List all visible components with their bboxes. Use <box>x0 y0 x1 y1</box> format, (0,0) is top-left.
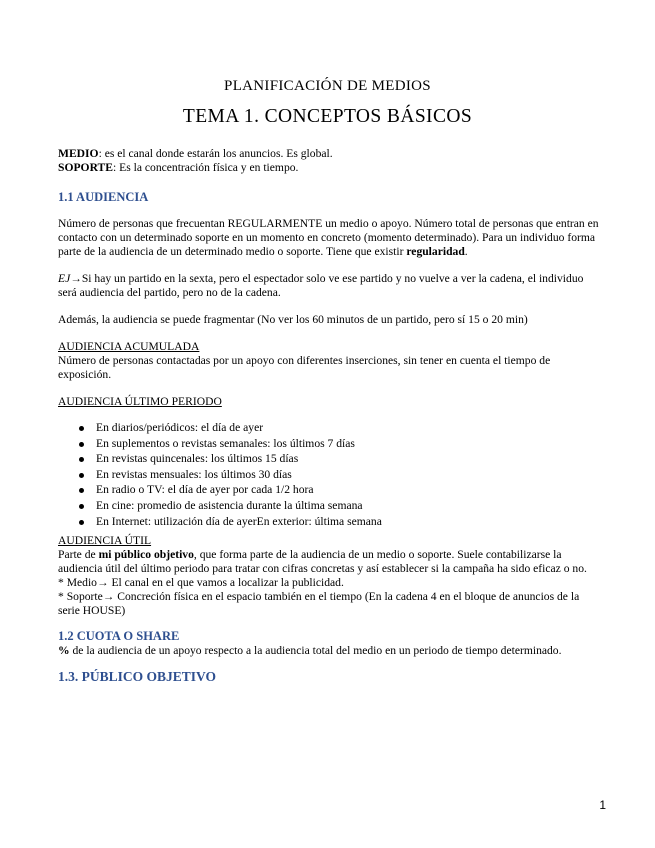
ultimo-periodo-list <box>58 421 603 530</box>
definition-medio <box>58 147 603 161</box>
definitions-block <box>58 147 603 175</box>
example-text: Si hay un partido en la sexta, pero el espectador solo ve ese partido y no vuelve a ver la cadena, el individuo será audiencia del partido, pero no de la cadena. <box>58 272 584 299</box>
audiencia-util-text: Parte de <box>58 548 99 561</box>
audiencia-util-paragraph <box>58 548 603 576</box>
note-medio: * Medio→ El canal en el que vamos a localizar la publicidad. <box>58 576 344 589</box>
example-label: EJ <box>58 272 71 285</box>
audiencia-paragraph-end: . <box>464 245 468 258</box>
document-subtitle: TEMA 1. CONCEPTOS BÁSICOS <box>182 106 473 127</box>
audiencia-acumulada-text: Número de personas contactadas por un apoyo con diferentes inserciones, sin tener en cuenta el tiempo de exposición. <box>58 354 551 381</box>
audiencia-example <box>58 272 603 300</box>
heading-audiencia: 1.1 AUDIENCIA <box>58 190 149 204</box>
definition-medio-text: : es el canal donde estarán los anuncios. Es global. <box>98 147 333 160</box>
percent-symbol: % <box>58 644 70 657</box>
cuota-paragraph <box>58 644 603 658</box>
audiencia-paragraph <box>58 217 603 259</box>
definition-soporte-text: : Es la concentración física y en tiempo. <box>113 161 299 174</box>
list-item: En cine: promedio de asistencia durante la última semana <box>58 499 603 515</box>
audiencia-paragraph-bold: regularidad <box>406 245 465 258</box>
heading-audiencia-ultimo-periodo: AUDIENCIA ÚLTIMO PERIODO <box>58 395 222 408</box>
audiencia-util-bold: mi público objetivo <box>98 548 194 561</box>
definition-soporte <box>58 161 603 175</box>
list-item: En radio o TV: el día de ayer por cada 1/2 hora <box>58 483 603 499</box>
document-title: PLANIFICACIÓN DE MEDIOS <box>224 78 431 94</box>
heading-cuota-share: 1.2 CUOTA O SHARE <box>58 629 180 643</box>
note-soporte: * Soporte→ Concreción física en el espacio también en el tiempo (En la cadena 4 en el bloque de anuncios de la serie HOUSE) <box>58 590 580 617</box>
audiencia-util-text-end: , que forma parte de la audiencia de un medio o soporte. Suele contabilizarse la audiencia útil del último periodo para tratar con cifras concretas y así establecer si la campaña ha sido eficaz o no. <box>58 548 587 575</box>
term-soporte: SOPORTE <box>58 161 113 174</box>
term-medio: MEDIO <box>58 147 99 160</box>
audiencia-paragraph-text: Número de personas que frecuentan REGULARMENTE un medio o apoyo. Número total de personas que entran en contacto con un determinado soporte en un momento en concreto (momento determinado). Para un individuo forma parte de la audiencia de un determinado medio o soporte. Tiene que existir <box>58 217 599 258</box>
heading-audiencia-util: AUDIENCIA ÚTIL <box>58 534 152 547</box>
list-item: En revistas quincenales: los últimos 15 días <box>58 452 603 468</box>
arrow-icon: → <box>70 272 82 285</box>
cuota-text: de la audiencia de un apoyo respecto a la audiencia total del medio en un periodo de tiempo determinado. <box>69 644 562 657</box>
heading-publico-objetivo: 1.3. PÚBLICO OBJETIVO <box>58 669 217 684</box>
audiencia-fragment-paragraph: Además, la audiencia se puede fragmentar (No ver los 60 minutos de un partido, pero sí 15 o 20 min) <box>58 313 528 326</box>
list-item: En Internet: utilización día de ayerEn exterior: última semana <box>58 515 603 531</box>
list-item: En suplementos o revistas semanales: los últimos 7 días <box>58 437 603 453</box>
list-item: En diarios/periódicos: el día de ayer <box>58 421 603 437</box>
page-number: 1 <box>599 798 606 812</box>
list-item: En revistas mensuales: los últimos 30 días <box>58 468 603 484</box>
heading-audiencia-acumulada: AUDIENCIA ACUMULADA <box>58 340 200 353</box>
